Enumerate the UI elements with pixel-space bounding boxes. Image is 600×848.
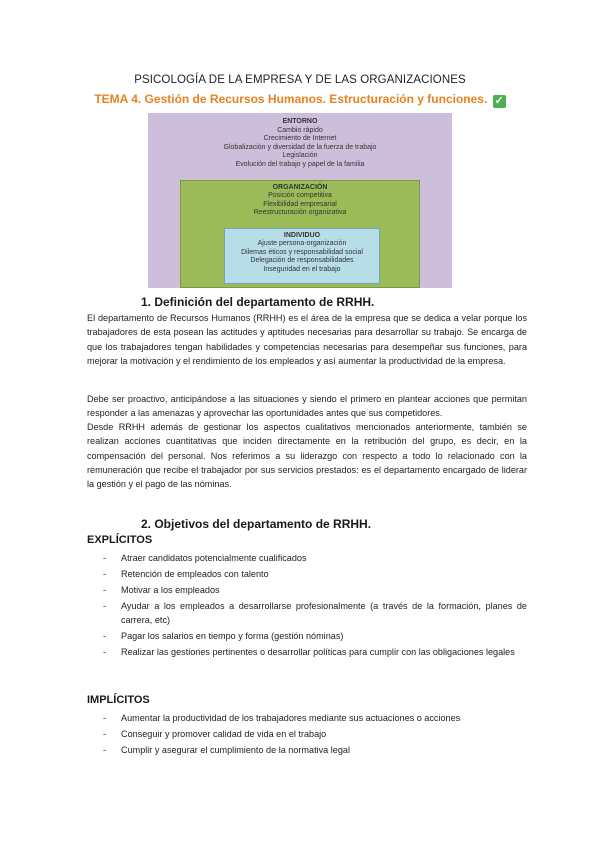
- entorno-item: Legislación: [282, 152, 318, 160]
- hr-context-diagram: [148, 113, 452, 288]
- list-item: - Realizar las gestiones pertinentes o desarrollar políticas para cumplir con las obligaciones legales: [103, 647, 515, 658]
- entorno-title: ENTORNO: [282, 118, 318, 125]
- implicitos-list: [87, 711, 527, 759]
- individuo-item: Delegación de responsabilidades: [250, 257, 354, 265]
- section1-paragraph: El departamento de Recursos Humanos (RRHH) es el área de la empresa que se dedica a velar porque los trabajadores de esta posean las actitudes y aptitudes necesarias para desarrollar su trabajo. Se encarga de que los trabajadores tengan habilidades y competencias necesarias para desempeñar sus funciones, para mejorar la motivación y el rendimiento de los empleados y así aumentar la productividad de la empresa.: [87, 313, 527, 366]
- organizacion-item: Reestructuración organizativa: [253, 209, 347, 217]
- check-mark-icon: ✓: [494, 95, 504, 107]
- explicitos-heading: EXPLÍCITOS: [87, 534, 153, 546]
- individuo-block: [225, 232, 379, 274]
- list-item: - Cumplir y asegurar el cumplimiento de la normativa legal: [103, 745, 350, 755]
- section2-heading: 2. Objetivos del departamento de RRHH.: [141, 517, 372, 531]
- list-item: - Pagar los salarios en tiempo y forma (gestión nóminas): [103, 631, 344, 642]
- entorno-item: Crecimiento de Internet: [263, 135, 337, 143]
- list-item: - Atraer candidatos potencialmente cualificados: [103, 553, 307, 563]
- list-item: - Motivar a los empleados: [103, 585, 220, 595]
- organizacion-item: Posición competitiva: [268, 192, 332, 200]
- organizacion-item: Flexibilidad empresarial: [263, 200, 337, 208]
- explicitos-list: [87, 551, 527, 661]
- entorno-block: [148, 118, 452, 170]
- entorno-item: Globalización y diversidad de la fuerza de trabajo: [223, 143, 377, 151]
- subtitle-text: TEMA 4. Gestión de Recursos Humanos. Estructuración y funciones.: [94, 92, 488, 106]
- implicitos-heading: IMPLÍCITOS: [87, 694, 150, 706]
- individuo-title: INDIVIDUO: [283, 232, 321, 239]
- organizacion-box: [180, 180, 420, 288]
- organizacion-block: [181, 184, 419, 218]
- individuo-item: Inseguridad en el trabajo: [263, 265, 341, 273]
- list-item: - Retención de empleados con talento: [103, 569, 269, 579]
- section1-paragraph: Debe ser proactivo, anticipándose a las situaciones y siendo el primero en plantear acciones que permitan responder a las amenazas y aprovechar las oportunidades antes que sus competidores.: [87, 394, 527, 419]
- section1-paragraph: Desde RRHH además de gestionar los aspectos cualitativos mencionados anteriormente, también se realizan acciones cuantitativas que inciden directamente en la retribución del grupo, es decir, en la compensación del personal. Nos referimos a su liderazgo con respecto a todo lo relacionado con la remuneración que recibe el trabajador por sus servicios prestados: es el departamento encargado de liderar la gestión y el pago de las nóminas.: [87, 422, 527, 490]
- organizacion-title: ORGANIZACIÓN: [272, 184, 328, 191]
- individuo-box: [224, 228, 380, 284]
- entorno-item: Cambio rápido: [277, 126, 323, 134]
- individuo-item: Ajuste persona-organización: [257, 240, 347, 248]
- entorno-item: Evolución del trabajo y papel de la familia: [235, 160, 365, 168]
- individuo-item: Dilemas éticos y responsabilidad social: [241, 248, 363, 256]
- list-item: - Aumentar la productividad de los trabajadores mediante sus actuaciones o acciones: [103, 713, 461, 723]
- section1-heading: 1. Definición del departamento de RRHH.: [141, 295, 375, 309]
- document-subtitle: [0, 92, 600, 108]
- list-item: - Ayudar a los empleados a desarrollarse profesionalmente (a través de la formación, planes de carrera, etc): [103, 601, 527, 626]
- list-item: - Conseguir y promover calidad de vida en el trabajo: [103, 729, 327, 739]
- document-title: PSICOLOGÍA DE LA EMPRESA Y DE LAS ORGANIZACIONES: [134, 74, 466, 86]
